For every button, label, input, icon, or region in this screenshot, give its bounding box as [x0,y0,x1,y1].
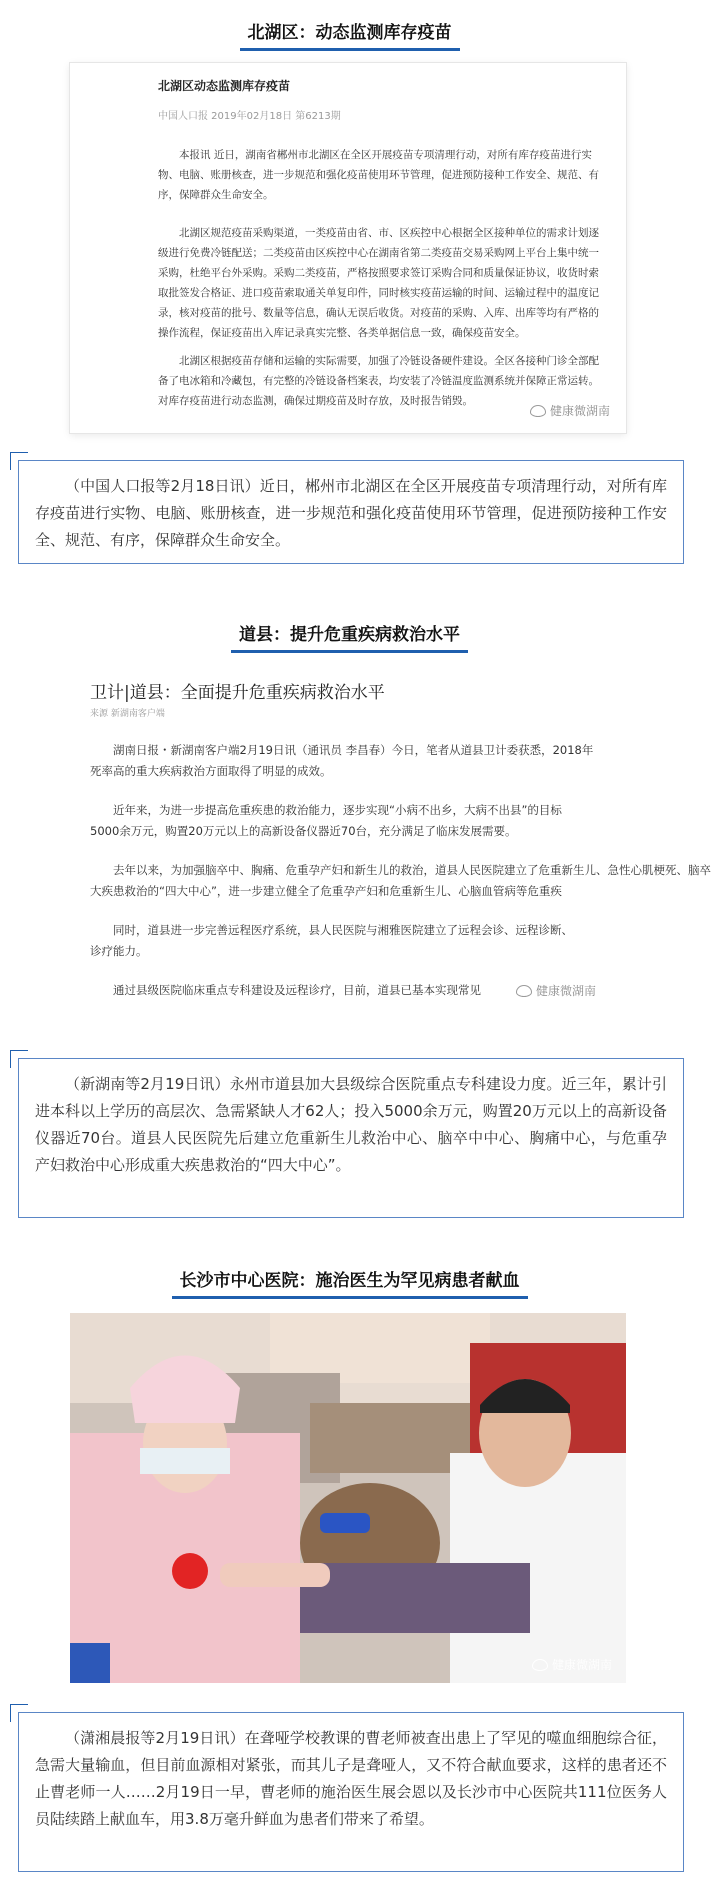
clipping-paragraph: 去年以来，为加强脑卒中、胸痛、危重孕产妇和新生儿的救治，道县人民医院建立了危重新生儿、急性心肌梗死、脑卒 [113,863,711,877]
news-clipping-2 [70,664,711,1042]
news-clipping-1 [70,63,626,433]
photo-watermark: 健康微湖南 [532,1656,612,1673]
clipping-headline: 卫计|道县：全面提升危重疾病救治水平 [90,683,385,703]
clipping-paragraph: 5000余万元，购置20万元以上的高新设备仪器近70台，充分满足了临床发展需要。 [90,824,517,838]
summary-text: （潇湘晨报等2月19日讯）在聋哑学校教课的曹老师被查出患上了罕见的噬血细胞综合征，急需大量输血，但目前血源相对紧张，而其儿子是聋哑人，又不符合献血要求，这样的患者还不止曹老师一人……2月19日一早，曹老师的施治医生展会恩以及长沙市中心医院共111位医务人员陆续踏上献血车，用3.8万毫升鲜血为患者们带来了希望。 [35,1729,667,1828]
clipping-paragraph: 北湖区规范疫苗采购渠道，一类疫苗由省、市、区疾控中心根据全区接种单位的需求计划逐级进行免费冷链配送；二类疫苗由区疾控中心在湖南省第二类疫苗交易采购网上平台上集中统一采购，杜绝平台外采购。采购二类疫苗，严格按照要求签订采购合同和质量保证协议，收货时索取批签发合格证、进口疫苗索取通关单复印件，同时核实疫苗运输的时间、运输过程中的温度记录，核对疫苗的批号、数量等信息，确认无误后收货。对疫苗的采购、入库、出库等均有严格的操作流程，保证疫苗出入库记录真实完整、各类单据信息一致，确保疫苗安全。 [158,227,599,339]
section3-title: 长沙市中心医院：施治医生为罕见病患者献血 [0,1266,699,1299]
summary-text: （中国人口报等2月18日讯）近日，郴州市北湖区在全区开展疫苗专项清理行动，对所有库存疫苗进行实物、电脑、账册核查，进一步规范和强化疫苗使用环节管理，促进预防接种工作安全、规范、有序，保障群众生命安全。 [35,477,667,549]
wechat-icon [532,1659,548,1671]
clipping-paragraph: 北湖区根据疫苗存储和运输的实际需要，加强了冷链设备硬件建设。全区各接种门诊全部配备了电冰箱和冷藏包，有完整的冷链设备档案表，均安装了冷链温度监测系统并保障正常运转。对库存疫苗进行动态监测，确保过期疫苗及时存放，及时报告销毁。 [158,355,599,407]
section1-title: 北湖区：动态监测库存疫苗 [0,18,699,51]
section2-title: 道县：提升危重疾病救治水平 [0,620,699,653]
summary-box-3 [18,1712,684,1872]
clipping-paragraph: 通过县级医院临床重点专科建设及远程诊疗，目前，道县已基本实现常见 [113,983,481,997]
clipping-paragraph: 死率高的重大疾病救治方面取得了明显的成效。 [90,764,332,778]
summary-box-1 [18,460,684,564]
clipping-paragraph: 近年来，为进一步提高危重疾患的救治能力，逐步实现“小病不出乡，大病不出县”的目标 [113,803,562,817]
clipping-paragraph: 湖南日报・新湖南客户端2月19日讯（通讯员 李昌春）今日，笔者从道县卫计委获悉，2018年 [113,743,594,757]
clipping-paragraph: 大疾患救治的“四大中心”，进一步建立健全了危重孕产妇和危重新生儿、心脑血管病等危重疾 [90,884,562,898]
wechat-icon [516,985,532,997]
photo-illustration [70,1313,626,1683]
summary-box-2 [18,1058,684,1218]
watermark: 健康微湖南 [530,402,610,419]
clipping-paragraph: 诊疗能力。 [90,944,148,958]
clipping-paragraph: 本报讯 近日，湖南省郴州市北湖区在全区开展疫苗专项清理行动，对所有库存疫苗进行实物、电脑、账册核查，进一步规范和强化疫苗使用环节管理，促进预防接种工作安全、规范、有序，保障群众生命安全。 [158,149,599,201]
wechat-icon [530,405,546,417]
clipping-meta: 中国人口报 2019年02月18日 第6213期 [158,111,341,122]
watermark: 健康微湖南 [516,982,596,999]
blood-donation-photo [70,1313,626,1683]
summary-text: （新湖南等2月19日讯）永州市道县加大县级综合医院重点专科建设力度。近三年，累计引进本科以上学历的高层次、急需紧缺人才62人；投入5000余万元，购置20万元以上的高新设备仪器近70台。道县人民医院先后建立危重新生儿救治中心、脑卒中中心、胸痛中心，与危重孕产妇救治中心形成重大疾患救治的“四大中心”。 [35,1075,667,1174]
clipping-headline: 北湖区动态监测库存疫苗 [158,79,291,93]
clipping-meta: 来源 新湖南客户端 [90,709,165,719]
clipping-paragraph: 同时，道县进一步完善远程医疗系统，县人民医院与湘雅医院建立了远程会诊、远程诊断、 [113,923,573,937]
